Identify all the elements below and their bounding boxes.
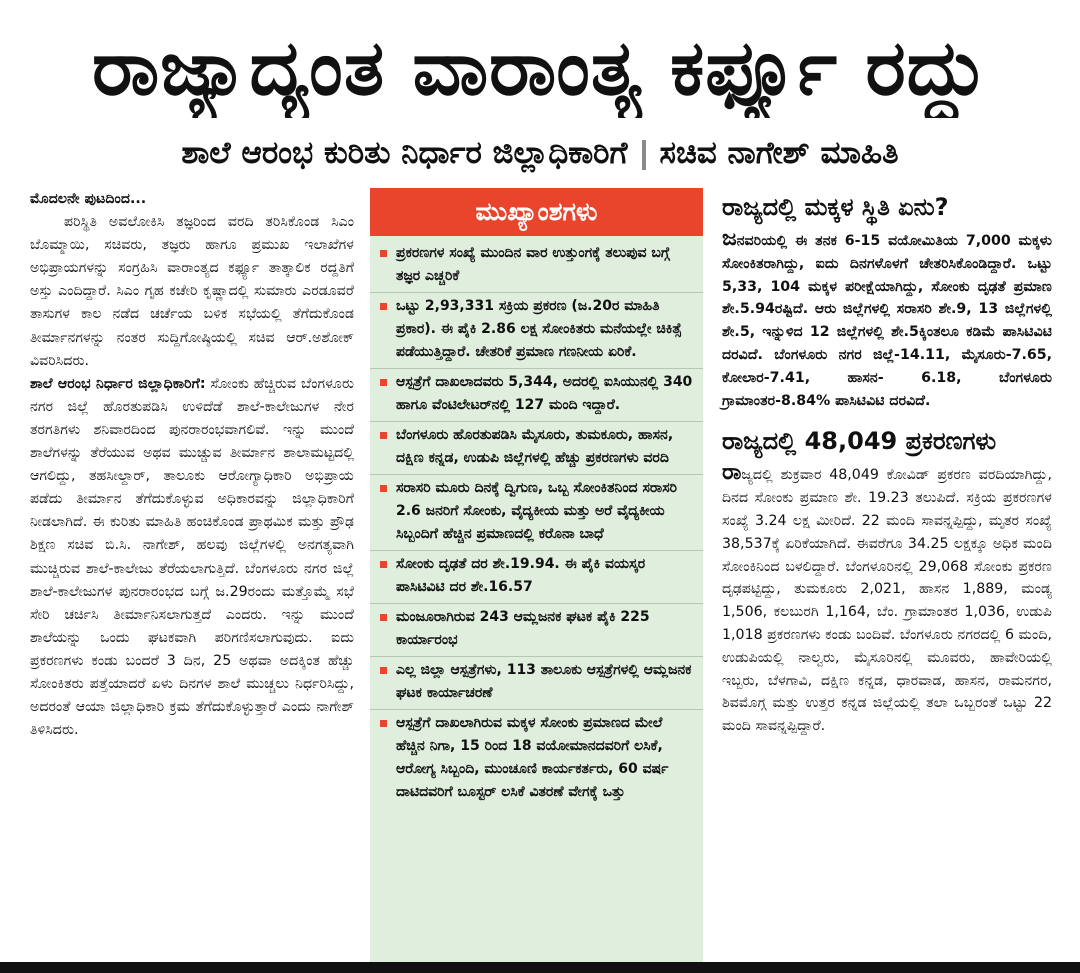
bullet-square-icon: [380, 303, 387, 310]
highlight-text: ಆಸ್ಪತ್ರೆಗೆ ದಾಖಲಾಗಿರುವ ಮಕ್ಕಳ ಸೋಂಕು ಪ್ರಮಾಣದ ಮೇಲೆ ಹೆಚ್ಚಿನ ನಿಗಾ, 15 ರಿಂದ 18 ವಯೋಮಾನದವರಿಗೆ ಲಸಿಕೆ, ಆರೋಗ್ಯ ಸಿಬ್ಬಂದಿ, ಮುಂಚೂಣಿ ಕಾರ್ಯಕರ್ತರು, 60 ವರ್ಷ ದಾಟಿದವರಿಗೆ ಬೂಸ್ಟರ್ ಲಸಿಕೆ ವಿತರಣೆ ವೇಗಕ್ಕೆ ಒತ್ತು: [396, 715, 669, 800]
dropcap: ಜ: [722, 226, 737, 251]
highlights-list: [370, 240, 703, 808]
section-heading-cases: ರಾಜ್ಯದಲ್ಲಿ 48,049 ಪ್ರಕರಣಗಳು: [722, 427, 997, 456]
bullet-square-icon: [380, 720, 387, 727]
bullet-square-icon: [380, 614, 387, 621]
bullet-square-icon: [380, 667, 387, 674]
paragraph-lead: ಶಾಲೆ ಆರಂಭ ನಿರ್ಧಾರ ಜಿಲ್ಲಾಧಿಕಾರಿಗೆ:: [30, 375, 206, 392]
highlight-item: [370, 710, 703, 808]
highlight-item: [370, 293, 703, 369]
highlight-text: ಮಂಜೂರಾಗಿರುವ 243 ಆಮ್ಲಜನಕ ಘಟಕ ಪೈಕಿ 225 ಕಾರ್ಯಾರಂಭ: [396, 609, 650, 648]
bullet-square-icon: [380, 485, 387, 492]
highlight-item: [370, 551, 703, 604]
highlight-item: [370, 604, 703, 657]
bullet-square-icon: [380, 250, 387, 257]
highlight-text: ಸೋಂಕು ದೃಢತೆ ದರ ಶೇ.19.94. ಈ ಪೈಕಿ ವಯಸ್ಕರ ಪಾಸಿಟಿವಿಟಿ ದರ ಶೇ.16.57: [396, 556, 646, 595]
highlights-title: ಮುಖ್ಯಾಂಶಗಳು: [370, 188, 703, 236]
section-body: ಜ್ಯದಲ್ಲಿ ಶುಕ್ರವಾರ 48,049 ಕೋವಿಡ್ ಪ್ರಕರಣ ವರದಿಯಾಗಿದ್ದು, ದಿನದ ಸೋಂಕು ಪ್ರಮಾಣ ಶೇ. 19.23 ತಲುಪಿದೆ. ಸಕ್ರಿಯ ಪ್ರಕರಣಗಳ ಸಂಖ್ಯೆ 3.24 ಲಕ್ಷ ಮೀರಿದೆ. 22 ಮಂದಿ ಸಾವನ್ನಪ್ಪಿದ್ದು, ಮೃತರ ಸಂಖ್ಯೆ 38,537ಕ್ಕೆ ಏರಿಕೆಯಾಗಿದೆ. ಈವರೆಗೂ 34.25 ಲಕ್ಷಕ್ಕೂ ಅಧಿಕ ಮಂದಿ ಸೋಂಕಿನಿಂದ ಬಳಲಿದ್ದಾರೆ. ಬೆಂಗಳೂರಿನಲ್ಲಿ 29,068 ಸೋಂಕು ಪ್ರಕರಣ ದೃಢಪಟ್ಟಿದ್ದು, ತುಮಕೂರು 2,021, ಹಾಸನ 1,889, ಮಂಡ್ಯ 1,506, ಕಲಬುರಗಿ 1,164, ಬೆಂ. ಗ್ರಾಮಾಂತರ 1,036, ಉಡುಪಿ 1,018 ಪ್ರಕರಣಗಳು ಕಂಡು ಬಂದಿವೆ. ಬೆಂಗಳೂರು ನಗರದಲ್ಲಿ 6 ಮಂದಿ, ಉಡುಪಿಯಲ್ಲಿ ನಾಲ್ವರು, ಮೈಸೂರಿನಲ್ಲಿ ಮೂವರು, ಹಾವೇರಿಯಲ್ಲಿ ಇಬ್ಬರು, ಬೆಳಗಾವಿ, ದಕ್ಷಿಣ ಕನ್ನಡ, ಧಾರವಾಡ, ಹಾಸನ, ರಾಮನಗರ, ಶಿವಮೊಗ್ಗ ಮತ್ತು ಉತ್ತರ ಕನ್ನಡ ಜಿಲ್ಲೆಯಲ್ಲಿ ತಲಾ ಒಬ್ಬರಂತೆ ಒಟ್ಟು 22 ಮಂದಿ ಸಾವನ್ನಪ್ಪಿದ್ದಾರೆ.: [722, 467, 1052, 735]
bullet-square-icon: [380, 379, 387, 386]
highlight-text: ಪ್ರಕರಣಗಳ ಸಂಖ್ಯೆ ಮುಂದಿನ ವಾರ ಉತ್ತುಂಗಕ್ಕೆ ತಲುಪುವ ಬಗ್ಗೆ ತಜ್ಞರ ಎಚ್ಚರಿಕೆ: [396, 245, 670, 284]
highlight-item: [370, 657, 703, 710]
paragraph-body: ಸೋಂಕು ಹೆಚ್ಚಿರುವ ಬೆಂಗಳೂರು ನಗರ ಜಿಲ್ಲೆ ಹೊರತುಪಡಿಸಿ ಉಳಿದೆಡೆ ಶಾಲೆ-ಕಾಲೇಜುಗಳ ನೇರ ತರಗತಿಗಳು ಶನಿವಾರದಿಂದ ಪುನರಾರಂಭವಾಗಲಿವೆ. ಇನ್ನು ಮುಂದೆ ಶಾಲೆಗಳನ್ನು ತೆರೆಯುವ ಅಥವ ಮುಚ್ಚುವ ತೀರ್ಮಾನ ಶಾಲಾಮಟ್ಟದಲ್ಲಿ ಆಗಲಿದ್ದು, ತಹಸೀಲ್ದಾರ್, ತಾಲೂಕು ಆರೋಗ್ಯಾಧಿಕಾರಿ ಅಭಿಪ್ರಾಯ ಪಡೆದು ತೀರ್ಮಾನ ತೆಗೆದುಕೊಳ್ಳುವ ಅಧಿಕಾರವನ್ನು ಜಿಲ್ಲಾಧಿಕಾರಿಗೆ ನೀಡಲಾಗಿದೆ. ಈ ಕುರಿತು ಮಾಹಿತಿ ಹಂಚಿಕೊಂಡ ಪ್ರಾಥಮಿಕ ಮತ್ತು ಪ್ರೌಢ ಶಿಕ್ಷಣ ಸಚಿವ ಬಿ.ಸಿ. ನಾಗೇಶ್, ಹಲವು ಜಿಲ್ಲೆಗಳಲ್ಲಿ ಅನಗತ್ಯವಾಗಿ ಮುಚ್ಚಿರುವ ಶಾಲೆ-ಕಾಲೇಜು ತೆರೆಯಲಾಗುತ್ತಿದೆ. ಬೆಂಗಳೂರು ನಗರ ಜಿಲ್ಲೆ ಶಾಲೆ-ಕಾಲೇಜುಗಳ ಪುನರಾರಂಭದ ಬಗ್ಗೆ ಜ.29ರಂದು ಮತ್ತೊಮ್ಮೆ ಸಭೆ ಸೇರಿ ಚರ್ಚಿಸಿ ತೀರ್ಮಾನಿಸಲಾಗುತ್ತದೆ ಎಂದರು. ಇನ್ನು ಮುಂದೆ ಶಾಲೆಯನ್ನು ಒಂದು ಘಟಕವಾಗಿ ಪರಿಗಣಿಸಲಾಗುವುದು. ಐದು ಪ್ರಕರಣಗಳು ಕಂಡು ಬಂದರೆ 3 ದಿನ, 25 ಅಥವಾ ಅದಕ್ಕಿಂತ ಹೆಚ್ಚು ಸೋಂಕಿತರು ಪತ್ತೆಯಾದರೆ ಏಳು ದಿನಗಳ ಶಾಲೆ ಮುಚ್ಚಲು ನಿರ್ಧರಿಸಿದ್ದು, ಅದರಂತೆ ಆಯಾ ಜಿಲ್ಲಾಧಿಕಾರಿ ಕ್ರಮ ತೆಗೆದುಕೊಳ್ಳುತ್ತಾರೆ ಎಂದು ನಾಗೇಶ್ ತಿಳಿಸಿದರು.: [30, 375, 355, 739]
section-body: ನವರಿಯಲ್ಲಿ ಈ ತನಕ 6-15 ವಯೋಮಿತಿಯ 7,000 ಮಕ್ಕಳು ಸೋಂಕಿತರಾಗಿದ್ದು, ಐದು ದಿನಗಳೊಳಗೆ ಚೇತರಿಸಿಕೊಂಡಿದ್ದಾರೆ. ಒಟ್ಟು 5,33, 104 ಮಕ್ಕಳ ಪರೀಕ್ಷೆಯಾಗಿದ್ದು, ಸೋಂಕು ದೃಢತೆ ಪ್ರಮಾಣ ಶೇ.5.94ರಷ್ಟಿದೆ. ಆರು ಜಿಲ್ಲೆಗಳಲ್ಲಿ ಸರಾಸರಿ ಶೇ.9, 13 ಜಿಲ್ಲೆಗಳಲ್ಲಿ ಶೇ.5, ಇನ್ನುಳಿದ 12 ಜಿಲ್ಲೆಗಳಲ್ಲಿ ಶೇ.5ಕ್ಕಿಂತಲೂ ಕಡಿಮೆ ಪಾಸಿಟಿವಿಟಿ ದರವಿದೆ. ಬೆಂಗಳೂರು ನಗರ ಜಿಲ್ಲೆ-14.11, ಮೈಸೂರು-7.65, ಕೋಲಾರ-7.41, ಹಾಸನ- 6.18, ಬೆಂಗಳೂರು ಗ್ರಾಮಾಂತರ-8.84% ಪಾಸಿಟಿವಿಟಿ ದರವಿದೆ.: [722, 233, 1052, 409]
continued-kicker: ಮೊದಲನೇ ಪುಟದಿಂದ...: [30, 191, 147, 207]
highlight-text: ಎಲ್ಲ ಜಿಲ್ಲಾ ಆಸ್ಪತ್ರೆಗಳು, 113 ತಾಲೂಕು ಆಸ್ಪತ್ರೆಗಳಲ್ಲಿ ಆಮ್ಲಜನಕ ಘಟಕ ಕಾರ್ಯಾಚರಣೆ: [396, 662, 692, 701]
bullet-square-icon: [380, 432, 387, 439]
subheadline: [30, 130, 1050, 176]
subhead-left: ಶಾಲೆ ಆರಂಭ ಕುರಿತು ನಿರ್ಧಾರ ಜಿಲ್ಲಾಧಿಕಾರಿಗೆ: [181, 135, 628, 171]
highlight-text: ಒಟ್ಟು 2,93,331 ಸಕ್ರಿಯ ಪ್ರಕರಣ (ಜ.20ರ ಮಾಹಿತಿ ಪ್ರಕಾರ). ಈ ಪೈಕಿ 2.86 ಲಕ್ಷ ಸೋಂಕಿತರು ಮನೆಯಲ್ಲೇ ಚಿಕಿತ್ಸೆ ಪಡೆಯುತ್ತಿದ್ದಾರೆ. ಚೇತರಿಕೆ ಪ್ರಮಾಣ ಗಣನೀಯ ಏರಿಕೆ.: [396, 298, 682, 360]
highlight-item: [370, 422, 703, 475]
section-heading-children: ರಾಜ್ಯದಲ್ಲಿ ಮಕ್ಕಳ ಸ್ಥಿತಿ ಏನು?: [722, 193, 949, 221]
highlights-box: [370, 188, 703, 965]
section-text-children: [722, 228, 1052, 412]
highlight-text: ಆಸ್ಪತ್ರೆಗೆ ದಾಖಲಾದವರು 5,344, ಅದರಲ್ಲಿ ಐಸಿಯುನಲ್ಲಿ 340 ಹಾಗೂ ವೆಂಟಿಲೇಟರ್‌ನಲ್ಲಿ 127 ಮಂದಿ ಇದ್ದಾರೆ.: [396, 374, 693, 413]
bullet-square-icon: [380, 561, 387, 568]
highlight-text: ಸರಾಸರಿ ಮೂರು ದಿನಕ್ಕೆ ದ್ವಿಗುಣ, ಒಬ್ಬ ಸೋಂಕಿತನಿಂದ ಸರಾಸರಿ 2.6 ಜನರಿಗೆ ಸೋಂಕು, ವೈದ್ಯಕೀಯ ಮತ್ತು ಅರೆ ವೈದ್ಯಕೀಯ ಸಿಬ್ಬಂದಿಗೆ ಹೆಚ್ಚಿನ ಪ್ರಮಾಣದಲ್ಲಿ ಕರೊನಾ ಬಾಧೆ: [396, 480, 678, 542]
dropcap: ರಾ: [722, 460, 742, 486]
left-column: [30, 188, 354, 742]
highlight-text: ಬೆಂಗಳೂರು ಹೊರತುಪಡಿಸಿ ಮೈಸೂರು, ತುಮಕೂರು, ಹಾಸನ, ದಕ್ಷಿಣ ಕನ್ನಡ, ಉಡುಪಿ ಜಿಲ್ಲೆಗಳಲ್ಲಿ ಹೆಚ್ಚು ಪ್ರಕರಣಗಳು ವರದಿ: [396, 427, 674, 466]
highlight-item: [370, 475, 703, 551]
article-paragraph: [30, 373, 354, 743]
highlight-item: [370, 369, 703, 422]
bottom-strip: [0, 962, 1080, 973]
right-column: [722, 190, 1052, 738]
headline: ರಾಜ್ಯಾದ್ಯಂತ ವಾರಾಂತ್ಯ ಕರ್ಫ್ಯೂ ರದ್ದು: [92, 23, 988, 112]
subhead-right: ಸಚಿವ ನಾಗೇಶ್ ಮಾಹಿತಿ: [659, 135, 899, 171]
subhead-separator: [642, 140, 646, 170]
section-text-cases: [722, 462, 1052, 738]
article-paragraph: ಪರಿಸ್ಥಿತಿ ಅವಲೋಕಿಸಿ ತಜ್ಞರಿಂದ ವರದಿ ತರಿಸಿಕೊಂಡ ಸಿಎಂ ಬೊಮ್ಮಾಯಿ, ಸಚಿವರು, ತಜ್ಞರು ಹಾಗೂ ಪ್ರಮುಖ ಇಲಾಖೆಗಳ ಅಭಿಪ್ರಾಯಗಳನ್ನು ಸಂಗ್ರಹಿಸಿ ವಾರಾಂತ್ಯದ ಕರ್ಫ್ಯೂ ತಾತ್ಕಾಲಿಕ ರದ್ದತಿಗೆ ಅಸ್ತು ಎಂದಿದ್ದಾರೆ. ಸಿಎಂ ಗೃಹ ಕಚೇರಿ ಕೃಷ್ಣಾದಲ್ಲಿ ಸುಮಾರು ಎರಡೂವರೆ ತಾಸುಗಳ ಕಾಲ ನಡೆದ ಚರ್ಚೆಯ ಬಳಿಕ ಸಭೆಯಲ್ಲಿ ತೆಗೆದುಕೊಂಡ ತೀರ್ಮಾನಗಳನ್ನು ನಂತರ ಸುದ್ದಿಗೋಷ್ಠಿಯಲ್ಲಿ ಸಚಿವ ಆರ್.ಅಶೋಕ್ ವಿವರಿಸಿದರು.: [30, 214, 354, 369]
highlight-item: [370, 240, 703, 293]
